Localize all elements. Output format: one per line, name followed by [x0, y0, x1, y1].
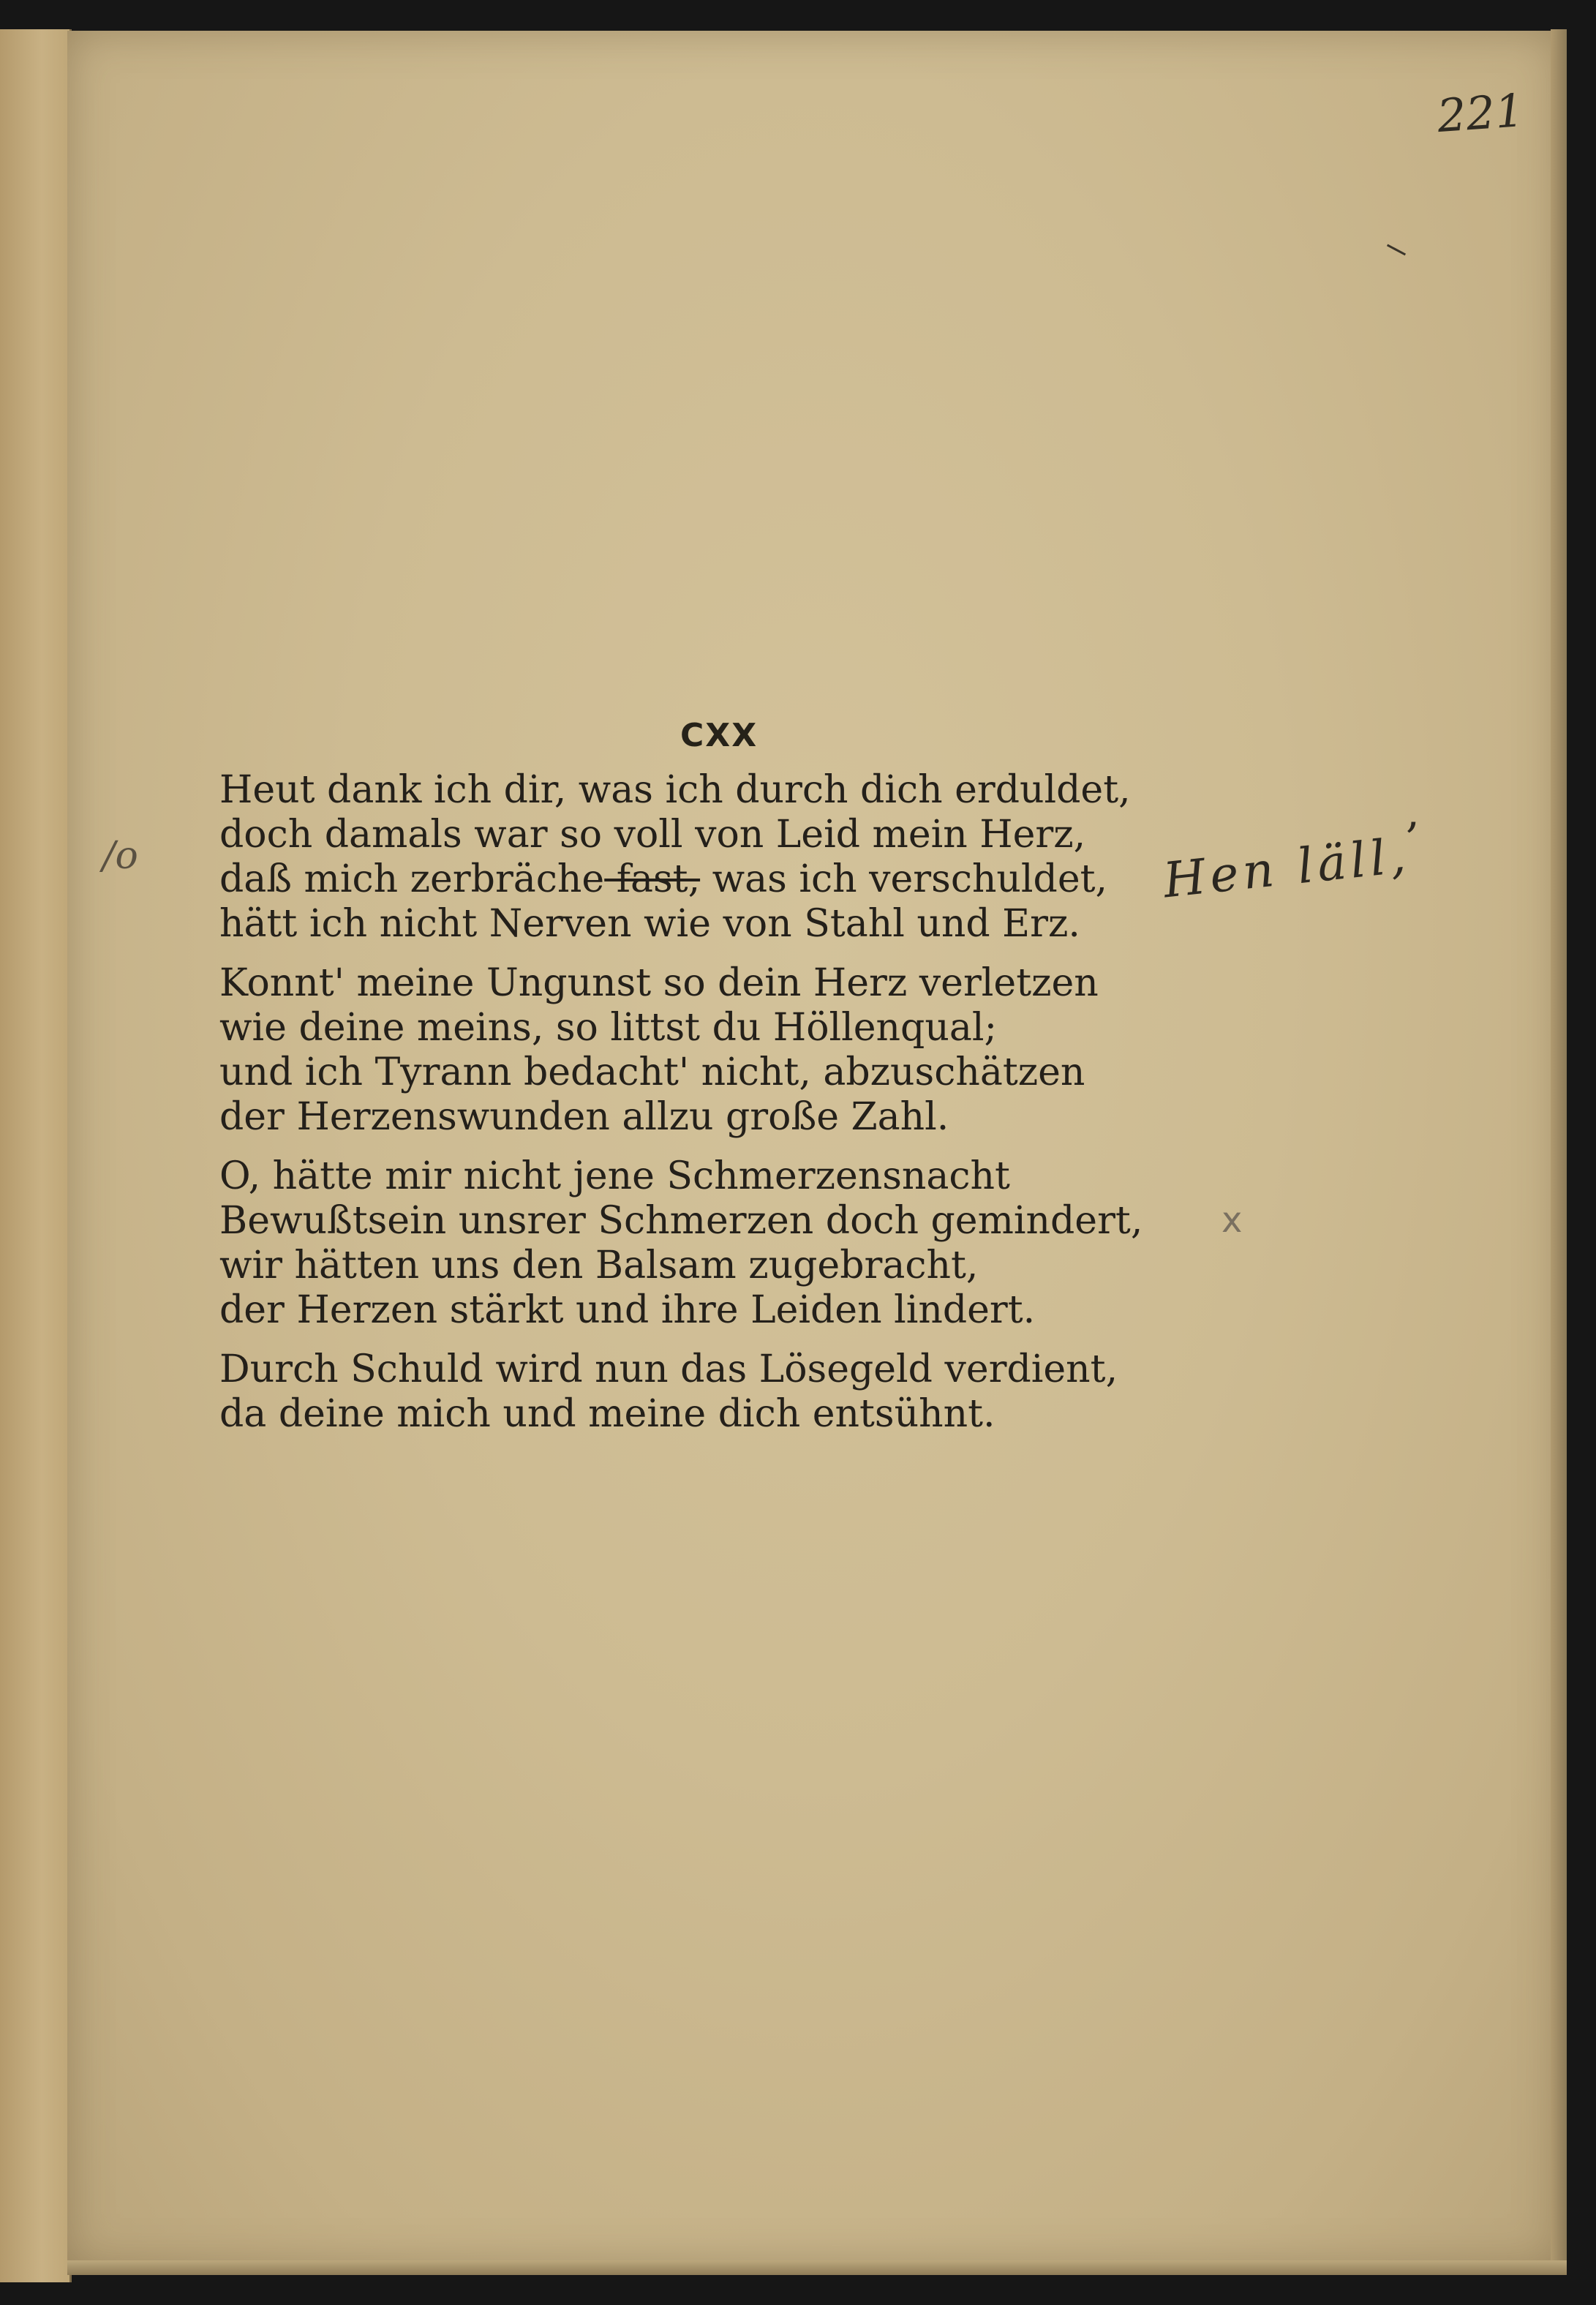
stanza-3: [219, 1154, 1143, 1333]
poem-title: CXX: [680, 717, 759, 754]
page-bottom-edge: [67, 2260, 1567, 2275]
poem-line: Konnt' meine Ungunst so dein Herz verletzen: [219, 961, 1099, 1005]
handwritten-margin-note: Hen läll,: [1160, 827, 1412, 909]
line-text: daß mich zerbräche: [219, 857, 605, 901]
stanza-4: [219, 1347, 1143, 1437]
handwritten-comma: ,: [1406, 786, 1420, 838]
poem-line: der Herzenswunden allzu große Zahl.: [219, 1095, 949, 1139]
page-number: 221: [1435, 83, 1526, 143]
poem-line: wir hätten uns den Balsam zugebracht,: [219, 1244, 979, 1287]
poem-line: der Herzen stärkt und ihre Leiden lindert.: [219, 1288, 1036, 1332]
poem-line: Durch Schuld wird nun das Lösegeld verdient,: [219, 1347, 1118, 1391]
poem-line: O, hätte mir nicht jene Schmerzensnacht: [219, 1154, 1010, 1198]
poem-body: [219, 768, 1143, 1451]
poem-line-corrected: [219, 857, 1143, 902]
struck-text: fast,: [604, 857, 701, 901]
pencil-x-mark: x: [1222, 1200, 1243, 1241]
poem-line: da deine mich und meine dich entsühnt.: [219, 1392, 995, 1436]
page-right-edge: [1551, 29, 1567, 2275]
stanza-2: [219, 961, 1143, 1140]
poem-line: Heut dank ich dir, was ich durch dich erduldet,: [219, 768, 1131, 812]
line-text: was ich verschuldet,: [700, 857, 1108, 901]
poem-line: Bewußtsein unsrer Schmerzen doch gemindert,: [219, 1199, 1143, 1243]
stanza-1: [219, 768, 1143, 947]
left-page-edge: [0, 29, 72, 2282]
poem-line: wie deine meins, so littst du Höllenqual;: [219, 1006, 997, 1050]
poem-line: und ich Tyrann bedacht' nicht, abzuschätzen: [219, 1050, 1085, 1094]
left-margin-mark: /o: [102, 834, 138, 878]
poem-line: doch damals war so voll von Leid mein Herz,: [219, 813, 1086, 857]
poem-line: hätt ich nicht Nerven wie von Stahl und Erz.: [219, 902, 1080, 946]
